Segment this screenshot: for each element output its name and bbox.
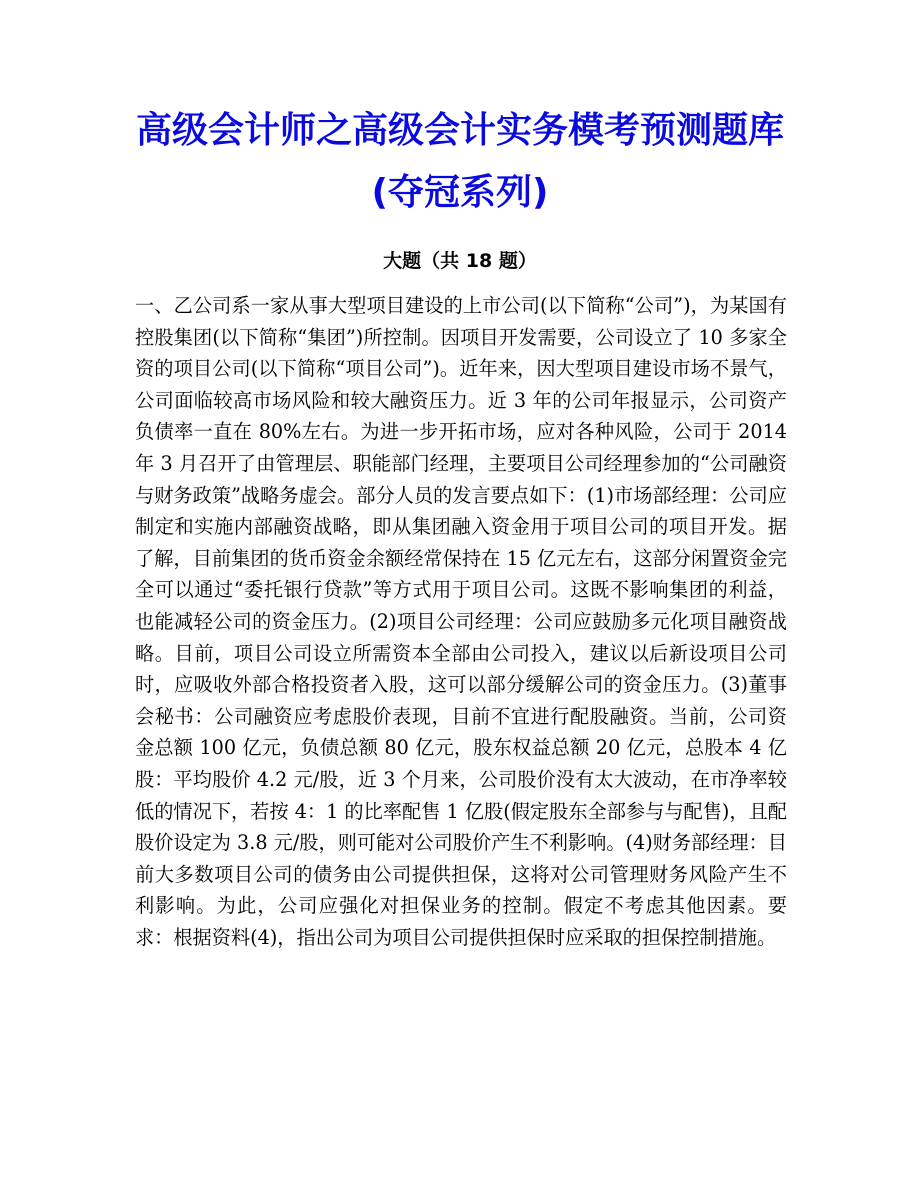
document-title: 高级会计师之高级会计实务模考预测题库(夺冠系列) (135, 110, 784, 213)
section-heading: 大题（共 18 题） (383, 250, 537, 272)
question-paragraph: 一、乙公司系一家从事大型项目建设的上市公司(以下简称“公司”)，为某国有控股集团(以下简称“集团”)所控制。因项目开发需要，公司设立了 10 多家全资的项目公司(以下简称“项目公司”)。近年来，因大型项目建设市场不景气，公司面临较高市场风险和较大融资压力。近 3 年的公司年报显示，公司资产负债率一直在 80%左右。为进一步开拓市场，应对各种风险，公司于 2014 年 3 月召开了由管理层、职能部门经理，主要项目公司经理参加的“公司融资与财务政策”战略务虚会。部分人员的发言要点如下：(1)市场部经理：公司应制定和实施内部融资战略，即从集团融入资金用于项目公司的项目开发。据了解，目前集团的货币资金余额经常保持在 15 亿元左右，这部分闲置资金完全可以通过“委托银行贷款”等方式用于项目公司。这既不影响集团的利益，也能减轻公司的资金压力。(2)项目公司经理：公司应鼓励多元化项目融资战略。目前，项目公司设立所需资本全部由公司投入，建议以后新设项目公司时，应吸收外部合格投资者入股，这可以部分缓解公司的资金压力。(3)董事会秘书：公司融资应考虑股价表现，目前不宜进行配股融资。当前，公司资金总额 100 亿元，负债总额 80 亿元，股东权益总额 20 亿元，总股本 4 亿股：平均股价 4.2 元/股，近 3 个月来，公司股价没有太大波动，在市净率较低的情况下，若按 4：1 的比率配售 1 亿股(假定股东全部参与与配售)，且配股价设定为 3.8 元/股，则可能对公司股价产生不利影响。(4)财务部经理：目前大多数项目公司的债务由公司提供担保，这将对公司管理财务风险产生不利影响。为此，公司应强化对担保业务的控制。假定不考虑其他因素。要求：根据资料(4)，指出公司为项目公司提供担保时应采取的担保控制措施。 (135, 294, 787, 949)
